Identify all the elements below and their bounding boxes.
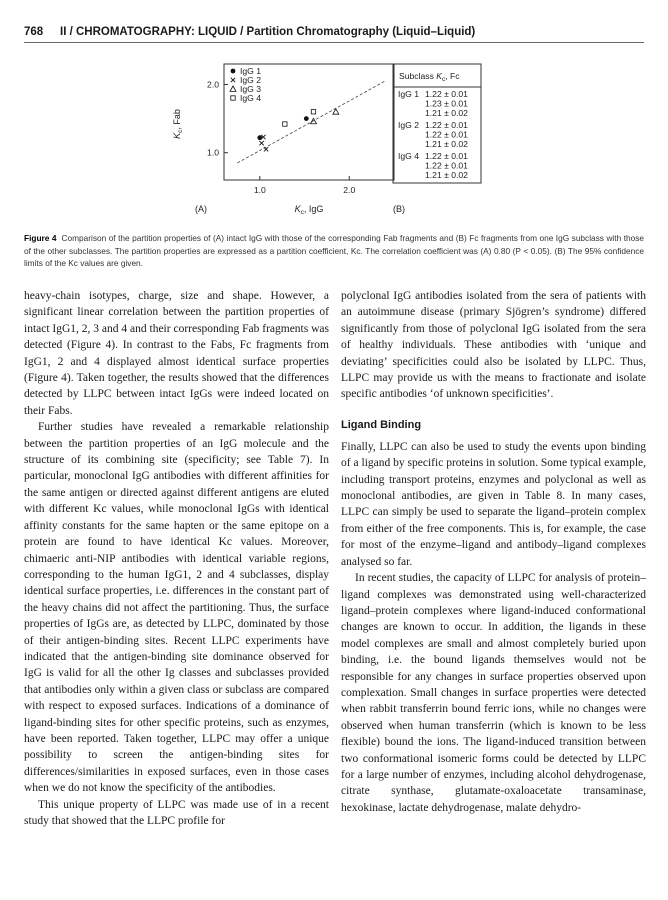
legend-marker — [231, 69, 236, 74]
paragraph: Finally, LLPC can also be used to study the events upon binding of a ligand by specific proteins in solution. Some typical example, including transport proteins, enzymes and polyclonal as well as monoclonal antibodies, are given in Table 8. In many cases, LLPC can simply be used to separate the ligand–protein complex from either of the free components. This is, for example, the case for most of the enzyme–ligand and antibody–ligand complexes analysed so far. — [341, 440, 646, 568]
legend-label: IgG 2 — [240, 75, 262, 85]
data-point — [311, 110, 315, 114]
table-value: 1.21 ± 0.02 — [425, 139, 468, 149]
page-number: 768 — [24, 26, 44, 38]
data-point — [283, 122, 287, 126]
table-value: 1.22 ± 0.01 — [425, 89, 468, 99]
table-value: 1.22 ± 0.01 — [425, 129, 468, 140]
table-rows — [398, 89, 468, 180]
table-value: 1.21 ± 0.02 — [425, 170, 468, 180]
legend-label: IgG 1 — [240, 66, 262, 76]
axis-ticks — [207, 79, 355, 195]
paragraph: This unique property of LLPC was made use of in a recent study that showed that the LLPC profile for — [24, 798, 329, 827]
right-column — [341, 288, 646, 816]
table-header-subscript: c — [442, 76, 446, 83]
panel-a-label: (A) — [195, 204, 207, 214]
y-axis-label: $K_c$, Fab — [172, 109, 184, 139]
legend-label: IgG 3 — [240, 84, 262, 94]
caption-label: Figure 4 — [24, 233, 57, 243]
legend-label: IgG 4 — [240, 93, 262, 103]
y-tick-label: 1.0 — [207, 147, 219, 158]
table-header — [399, 71, 460, 83]
data-point — [304, 116, 309, 121]
legend-marker — [230, 86, 236, 91]
table-value: 1.22 ± 0.01 — [425, 160, 468, 171]
paragraph: In recent studies, the capacity of LLPC for analysis of protein–ligand complexes was demonstrated using well-characterized ligand–protein complexes where ligand-induced conformational changes are known to occur. In addition, the ligands in these model complexes are small and almost completely buried upon binding, i.e. the bound ligands themselves would not be responsible for any changes in surface properties observed upon complexation. Small changes in surface properties were detected when rabbit transferrin bound ferric ions, while no changes were observed when human transferrin (which is known to be less flexible) bound the ions. The ligand-induced transition between two conformational isomeric forms could be detected by LLPC for a large number of enzymes, including alcohol dehydrogenase, citrate synthase, glutamate-oxaloacetate transaminase, hexokinase, lactate dehydrogenase, malate dehydro- — [341, 572, 646, 814]
fc-table-panel — [393, 64, 481, 214]
table-group-label: IgG 2 — [398, 120, 420, 130]
table-group-label: IgG 1 — [398, 89, 420, 99]
table-header-suffix: , Fc — [445, 71, 460, 81]
legend — [230, 66, 261, 103]
table-header-prefix: Subclass — [399, 71, 434, 81]
data-point — [264, 147, 268, 151]
paragraph: heavy-chain isotypes, charge, size and shape. However, a significant linear correlation between the partition properties of intact IgG1, 2, 3 and 4 and their corresponding Fab fragments was detected (Figure 4). In contrast to the Fabs, Fc fragments from IgG1, 2 and 4 displayed almost identical surface properties (Figure 4). Taken together, the results showed that the differences detected by LLPC between intact IgGs were indeed located on their Fabs. — [24, 290, 329, 417]
table-value: 1.23 ± 0.01 — [425, 98, 468, 109]
paragraph: Further studies have revealed a remarkable relationship between the partition properties of an IgG molecule and the structure of its combining site (specificity; see Table 7). In particular, monoclonal IgG antibodies with different affinities for the same antigen or directed against different antigens are eluted with different Kc values, while monoclonal IgGs with identical affinity constants for the same hapten or the same epitope on a protein are found to have identical Kc values. Moreover, chimaeric anti-NIP antibodies with identical variable regions, corresponding to the human IgG1, 2 and 4 subclasses, display identical surface properties, i.e. differences in the constant part of the heavy chains did not affect the partitioning. Thus, the surface properties of IgGs are, as detected by LLPC, dominated by those of their antigen-binding sites. Recent LLPC experiments have indicated that the antigen-binding site dominance observed for IgG is valid for all the other Ig classes and subclasses provided that antibodies only within a given class or subclass are compared with respect to exposed surfaces. Indications of a dominance of ligand-binding sites for other specific proteins, such as enzymes, have been reported. Taken together, LLPC may offer a unique possibility to screen the antigen-binding sites for differences/similarities in exposed surfaces, even in those cases when we do not know the specificity of the antibodies. — [24, 421, 329, 795]
x-tick-label: 2.0 — [343, 185, 356, 195]
paragraph: polyclonal IgG antibodies isolated from the sera of patients with an autoimmune disease (primary Sjögren’s syndrome) differed significantly from those of polyclonal IgG isolated from the sera of healthy individuals. These antibodies with ‘unique and deviating’ specificities could also be isolated by LLPC. Thus, LLPC may provide us with the means to fractionate and isolate specific antibodies ‘of unknown specificities’. — [341, 290, 646, 401]
scatter-plot-panel — [172, 64, 394, 216]
table-header-symbol: K — [436, 71, 442, 81]
panel-b-label: (B) — [393, 204, 405, 214]
figure-caption — [24, 232, 644, 270]
data-point — [259, 141, 263, 145]
x-tick-label: 1.0 — [253, 185, 266, 195]
table-value: 1.22 ± 0.01 — [425, 151, 468, 161]
running-title: II / CHROMATOGRAPHY: LIQUID / Partition Chromatography (Liquid–Liquid) — [60, 26, 476, 38]
y-tick-label: 2.0 — [207, 79, 219, 90]
caption-text: Comparison of the partition properties of (A) intact IgG with those of the corresponding Fab fragments and (B) Fc fragments from one IgG subclass with those of the other subclasses. The partition properties are expressed as a partition coefficient, Kc. The correlation coefficient was (A) 0.80 (P < 0.05). (B) The 95% confidence limits of the Kc values are given. — [24, 233, 644, 268]
table-value: 1.22 ± 0.01 — [425, 120, 468, 130]
table-group-label: IgG 4 — [398, 151, 420, 161]
x-axis-label: $K_c$, IgG — [294, 204, 324, 216]
left-column — [24, 288, 329, 829]
table-value: 1.21 ± 0.02 — [425, 108, 468, 118]
section-heading: Ligand Binding — [341, 418, 422, 431]
figure-4 — [0, 0, 668, 225]
legend-marker — [231, 96, 235, 100]
legend-marker — [231, 78, 235, 82]
